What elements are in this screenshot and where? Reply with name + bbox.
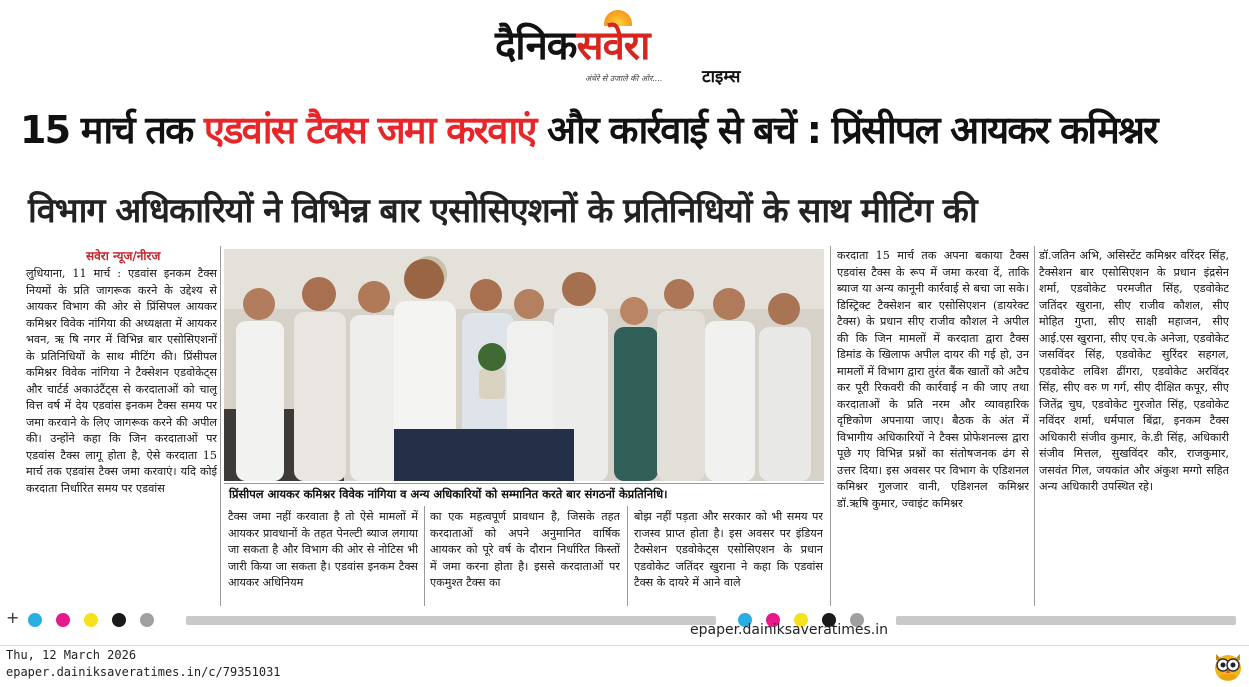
headline-part1: 15 मार्च तक [20, 108, 193, 152]
article-column-2: टैक्स जमा नहीं करवाता है तो ऐसे मामलों में आयकर प्रावधानों के तहत पेनल्टी ब्याज लगाया जा सकता है और विभाग की ओर से नोटिस भी जारी किया जा सकता है। एडवांस इनकम टैक्स आयकर अधिनियम [228, 510, 418, 589]
logo-subtitle: टाइम्स [702, 67, 741, 87]
column-divider [627, 506, 628, 606]
registration-plus-icon: + [6, 608, 20, 627]
headline-highlight: एडवांस टैक्स जमा करवाएं [203, 108, 536, 152]
cyan-dot [28, 613, 42, 627]
group-photo-illustration [224, 249, 824, 481]
photo-caption: प्रिंसीपल आयकर कमिश्नर विवेक नांगिया व अन्य अधिकारियों को सम्मानित करते बार संगठनों केप्रतिनिधि। [224, 483, 824, 503]
column-divider [830, 246, 831, 606]
column-divider [220, 246, 221, 606]
article-column-4: बोझ नहीं पड़ता और सरकार को भी समय पर राजस्व प्राप्त होता है। इस अवसर पर इंडियन टैक्सेशन एडवोकेट्स एसोसिएशन के प्रधान एडवोकेट जतिंदर खुराना ने कहा कि एडवांस टैक्स के दायरे में आने वाले [634, 510, 823, 589]
gray-strip [186, 616, 716, 625]
headline-part2: और कार्रवाई से बचें : प्रिंसीपल आयकर कमिश्नर [547, 108, 1157, 152]
owl-icon[interactable] [1212, 648, 1244, 682]
epaper-url[interactable]: epaper.dainiksaveratimes.in [690, 622, 888, 638]
masthead [0, 0, 1249, 95]
main-headline [20, 103, 1235, 155]
news-photo[interactable] [224, 249, 824, 481]
logo-tagline: अंधेरे से उजाले की ओर.... [585, 74, 663, 83]
article-column-1: लुधियाना, 11 मार्च : एडवांस इनकम टैक्स नियमों के प्रति जागरूक करने के उद्देश्य से आयकर विभाग की ओर से प्रिंसिपल आयकर कमिश्नर विवेक नांगिया की अध्यक्षता में आयकर भवन, ऋ षि नगर में विभिन्न बार एसोसिएशनों के प्रतिनिधियों के साथ मीटिंग की। प्रिंसीपल कमिश्नर विवेक नांगिया ने टैक्सेशन एडवोकेट्स और चार्टर्ड अकाउंटैंट्स से करदाताओं को चालू वित्त वर्ष में देय एडवांस इनकम टैक्स समय पर जमा करवाने के लिए जागरूक करने की अपील की। उन्होंने कहा कि जिन करदाताओं पर एडवांस टैक्स लागू होता है, ऐसे करदाता 15 मार्च तक एडवांस टैक्स जमा करवाएं। यदि कोई करदाता निर्धारित समय पर एडवांस [26, 267, 217, 495]
sub-headline: विभाग अधिकारियों ने विभिन्न बार एसोसिएशनों के प्रतिनिधियों के साथ मीटिंग की [28, 191, 977, 231]
yellow-dot [84, 613, 98, 627]
column-divider [424, 506, 425, 606]
newspaper-logo[interactable] [495, 16, 650, 71]
column-divider [1034, 246, 1035, 606]
magenta-dot [56, 613, 70, 627]
article-column-3: का एक महत्वपूर्ण प्रावधान है, जिसके तहत करदाताओं को अपने अनुमानित वार्षिक आयकर को पूरे वर्ष के दौरान निर्धारित किस्तों में जमा करना होता है। इससे करदाताओं पर एकमुश्त टैक्स का [430, 510, 620, 589]
byline: सवेरा न्यूज/नीरज [86, 249, 161, 263]
footer-url[interactable]: epaper.dainiksaveratimes.in/c/79351031 [6, 665, 281, 679]
article-column-5: करदाता 15 मार्च तक अपना बकाया टैक्स एडवांस टैक्स के रूप में जमा करवा दें, ताकि ब्याज या अन्य कानूनी कार्रवाई से बचा जा सके। डिस्ट्रिक्ट टैक्सेशन बार एसोसिएशन (डायरेक्ट टैक्स) के प्रधान सीए राजीव कौशल ने अपील की कि जिन मामलों में करदाता द्वारा टैक्स डिमांड के खिलाफ अपील दायर की गई हो, उन मामलों में विभाग द्वारा तुरंत बैंक खातों को अटैच कर पूरी रिकवरी की कार्रवाई न की जाए तथा करदाताओं के प्रति नरम और व्यावहारिक दृष्टिकोण अपनाया जाए। बैठक के अंत में विभागीय अधिकारियों ने टैक्स प्रोफेशनल्स द्वारा पूछे गए विभिन्न प्रश्नों का संतोषजनक ढंग से उत्तर दिया। इस अवसर पर विभाग के एडिशनल कमिश्नर गुलजार वानी, एडिशनल कमिश्नर डॉ.ऋषि कुमार, ज्वाइंट कमिश्नर [837, 249, 1029, 510]
gray-strip [896, 616, 1236, 625]
logo-part2: सवेरा [576, 23, 650, 69]
logo-part1: दैनिक [495, 23, 577, 69]
gray-dot [140, 613, 154, 627]
footer-date: Thu, 12 March 2026 [6, 648, 137, 662]
print-registration-bar [0, 609, 1249, 629]
article-column-6: डॉ.जतिन अभि, असिस्टेंट कमिश्नर वरिंदर सिंह, टैक्सेशन बार एसोसिएशन के प्रधान इंद्रसेन शर्मा, एडवोकेट परमजीत सिंह, एडवोकेट जतिंदर खुराना, सीए राजीव कौशल, सीए मोहित गुप्ता, सीए साक्षी महाजन, सीए आई.एस खुराना, सीए एच.के अनेजा, एडवोकेट जसविंदर सिंह, एडवोकेट सुरिंदर सहगल, एडवोकेट लविश ढींगरा, एडवोकेट अरविंदर सिंह, सीए वरु ण गर्ग, सीए दीक्षित कपूर, सीए जितेंद्र चुघ, एडवोकेट गुरजोत सिंह, एडवोकेट नविंदर शर्मा, धर्मपाल बिंद्रा, इनकम टैक्स अधिकारी संजीव कुमार, के.डी सिंह, अधिकारी संजीव मित्तल, सुखविंदर कौर, राजकुमार, जसवंत गिल, जयकांत और अंकुश मग्गो सहित अन्य अधिकारी उपस्थित रहे। [1039, 249, 1229, 493]
black-dot [112, 613, 126, 627]
